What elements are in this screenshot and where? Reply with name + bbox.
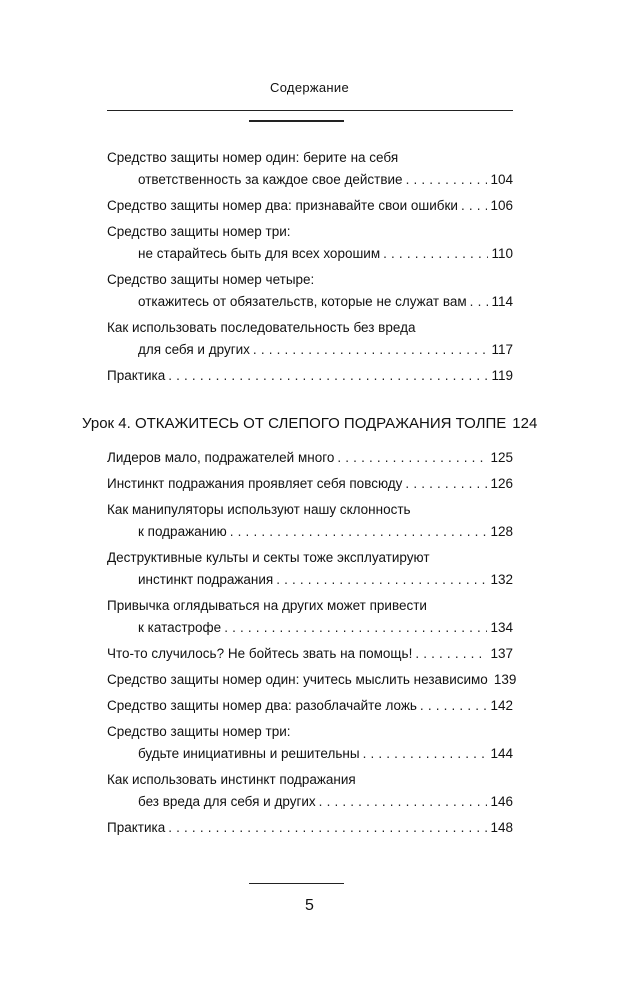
toc-entry[interactable] bbox=[107, 195, 513, 217]
toc-entry[interactable] bbox=[107, 473, 513, 495]
toc-entry[interactable] bbox=[107, 147, 513, 191]
toc-entry-title-line1: Привычка оглядываться на других может привести bbox=[107, 598, 427, 613]
dot-leader bbox=[415, 643, 487, 665]
toc-entry-page: 110 bbox=[491, 246, 513, 261]
header-rule bbox=[107, 110, 513, 111]
toc-entry[interactable] bbox=[107, 669, 517, 691]
toc-entry[interactable] bbox=[107, 447, 513, 469]
dot-leader bbox=[230, 521, 488, 543]
toc-entry-title-line1: Деструктивные культы и секты тоже эксплуатируют bbox=[107, 550, 430, 565]
toc-entry-title-line1: Как использовать последовательность без вреда bbox=[107, 320, 416, 335]
toc-entry-page: 128 bbox=[490, 524, 513, 539]
toc-entry-title-line1: Средство защиты номер три: bbox=[107, 224, 291, 239]
toc-entry-title: Средство защиты номер два: разоблачайте ложь bbox=[107, 698, 417, 713]
toc-entry-title-line2: без вреда для себя и других bbox=[138, 794, 316, 809]
dot-leader bbox=[420, 695, 488, 717]
toc-entry-title: Что-то случилось? Не бойтесь звать на помощь! bbox=[107, 646, 413, 661]
dot-leader bbox=[383, 243, 488, 265]
toc-entry-title-line1: Средство защиты номер три: bbox=[107, 724, 291, 739]
toc-entry-title-line1: Средство защиты номер один: берите на себя bbox=[107, 150, 399, 165]
lesson-page: 124 bbox=[512, 415, 538, 432]
toc-entry[interactable] bbox=[107, 269, 513, 313]
toc-entry[interactable] bbox=[107, 317, 513, 361]
toc-entry-page: 148 bbox=[490, 820, 513, 835]
toc-entry-page: 119 bbox=[491, 368, 513, 383]
toc-entry-page: 146 bbox=[490, 794, 513, 809]
header-rule-accent bbox=[249, 120, 344, 122]
dot-leader bbox=[253, 339, 489, 361]
toc-entry[interactable] bbox=[107, 547, 513, 591]
toc-entry-page: 114 bbox=[491, 294, 513, 309]
toc-entry-page: 117 bbox=[491, 342, 513, 357]
toc-entry-page: 144 bbox=[490, 746, 513, 761]
footer-rule bbox=[249, 883, 344, 884]
dot-leader bbox=[405, 473, 487, 495]
dot-leader bbox=[406, 169, 488, 191]
toc-entry[interactable] bbox=[107, 365, 513, 387]
toc-entry-title-line2: к катастрофе bbox=[138, 620, 222, 635]
toc-entry-title-line2: ответственность за каждое свое действие bbox=[138, 172, 403, 187]
toc-entry-title-line1: Как использовать инстинкт подражания bbox=[107, 772, 356, 787]
toc-entry-title: Практика bbox=[107, 820, 166, 835]
lesson-title: Урок 4. ОТКАЖИТЕСЬ ОТ СЛЕПОГО ПОДРАЖАНИЯ ТОЛПЕ bbox=[82, 415, 507, 432]
toc-entry-title: Практика bbox=[107, 368, 166, 383]
toc-entry[interactable] bbox=[107, 695, 513, 717]
toc-entry-page: 132 bbox=[490, 572, 513, 587]
dot-leader bbox=[470, 291, 489, 313]
toc-entry-title-line2: будьте инициативны и решительны bbox=[138, 746, 360, 761]
dot-leader bbox=[168, 365, 488, 387]
toc-entry-title: Средство защиты номер два: признавайте свои ошибки bbox=[107, 198, 458, 213]
toc-entry-title-line2: не старайтесь быть для всех хорошим bbox=[138, 246, 381, 261]
toc-entry[interactable] bbox=[107, 721, 513, 765]
toc-entry-page: 134 bbox=[490, 620, 513, 635]
dot-leader bbox=[168, 817, 487, 839]
toc-entry-title: Инстинкт подражания проявляет себя повсюду bbox=[107, 476, 403, 491]
dot-leader bbox=[319, 791, 488, 813]
toc-entry-title-line1: Как манипуляторы используют нашу склонность bbox=[107, 502, 411, 517]
toc-section-lesson-3 bbox=[107, 147, 513, 391]
toc-entry-page: 106 bbox=[490, 198, 513, 213]
page-number: 5 bbox=[305, 897, 314, 914]
toc-entry-page: 139 bbox=[493, 672, 517, 687]
toc-entry-page: 142 bbox=[490, 698, 513, 713]
running-header: Содержание bbox=[270, 80, 349, 95]
toc-entry[interactable] bbox=[107, 221, 513, 265]
toc-lesson-heading[interactable] bbox=[82, 413, 538, 435]
toc-entry[interactable] bbox=[107, 499, 513, 543]
dot-leader bbox=[363, 743, 488, 765]
toc-entry-title-line2: для себя и других bbox=[138, 342, 250, 357]
toc-entry[interactable] bbox=[107, 769, 513, 813]
toc-entry-page: 126 bbox=[490, 476, 513, 491]
toc-section-lesson-4 bbox=[107, 447, 517, 843]
toc-entry[interactable] bbox=[107, 817, 513, 839]
toc-entry-page: 137 bbox=[490, 646, 513, 661]
dot-leader bbox=[224, 617, 487, 639]
dot-leader bbox=[276, 569, 487, 591]
toc-entry[interactable] bbox=[107, 595, 513, 639]
toc-entry-title-line2: к подражанию bbox=[138, 524, 227, 539]
toc-entry-title-line2: откажитесь от обязательств, которые не служат вам bbox=[138, 294, 467, 309]
toc-entry-title-line2: инстинкт подражания bbox=[138, 572, 274, 587]
dot-leader bbox=[337, 447, 487, 469]
toc-entry[interactable] bbox=[107, 643, 513, 665]
toc-entry-title: Средство защиты номер один: учитесь мыслить независимо bbox=[107, 672, 488, 687]
toc-entry-page: 125 bbox=[490, 450, 513, 465]
toc-entry-title-line1: Средство защиты номер четыре: bbox=[107, 272, 315, 287]
toc-entry-title: Лидеров мало, подражателей много bbox=[107, 450, 335, 465]
dot-leader bbox=[461, 195, 488, 217]
toc-entry-page: 104 bbox=[490, 172, 513, 187]
